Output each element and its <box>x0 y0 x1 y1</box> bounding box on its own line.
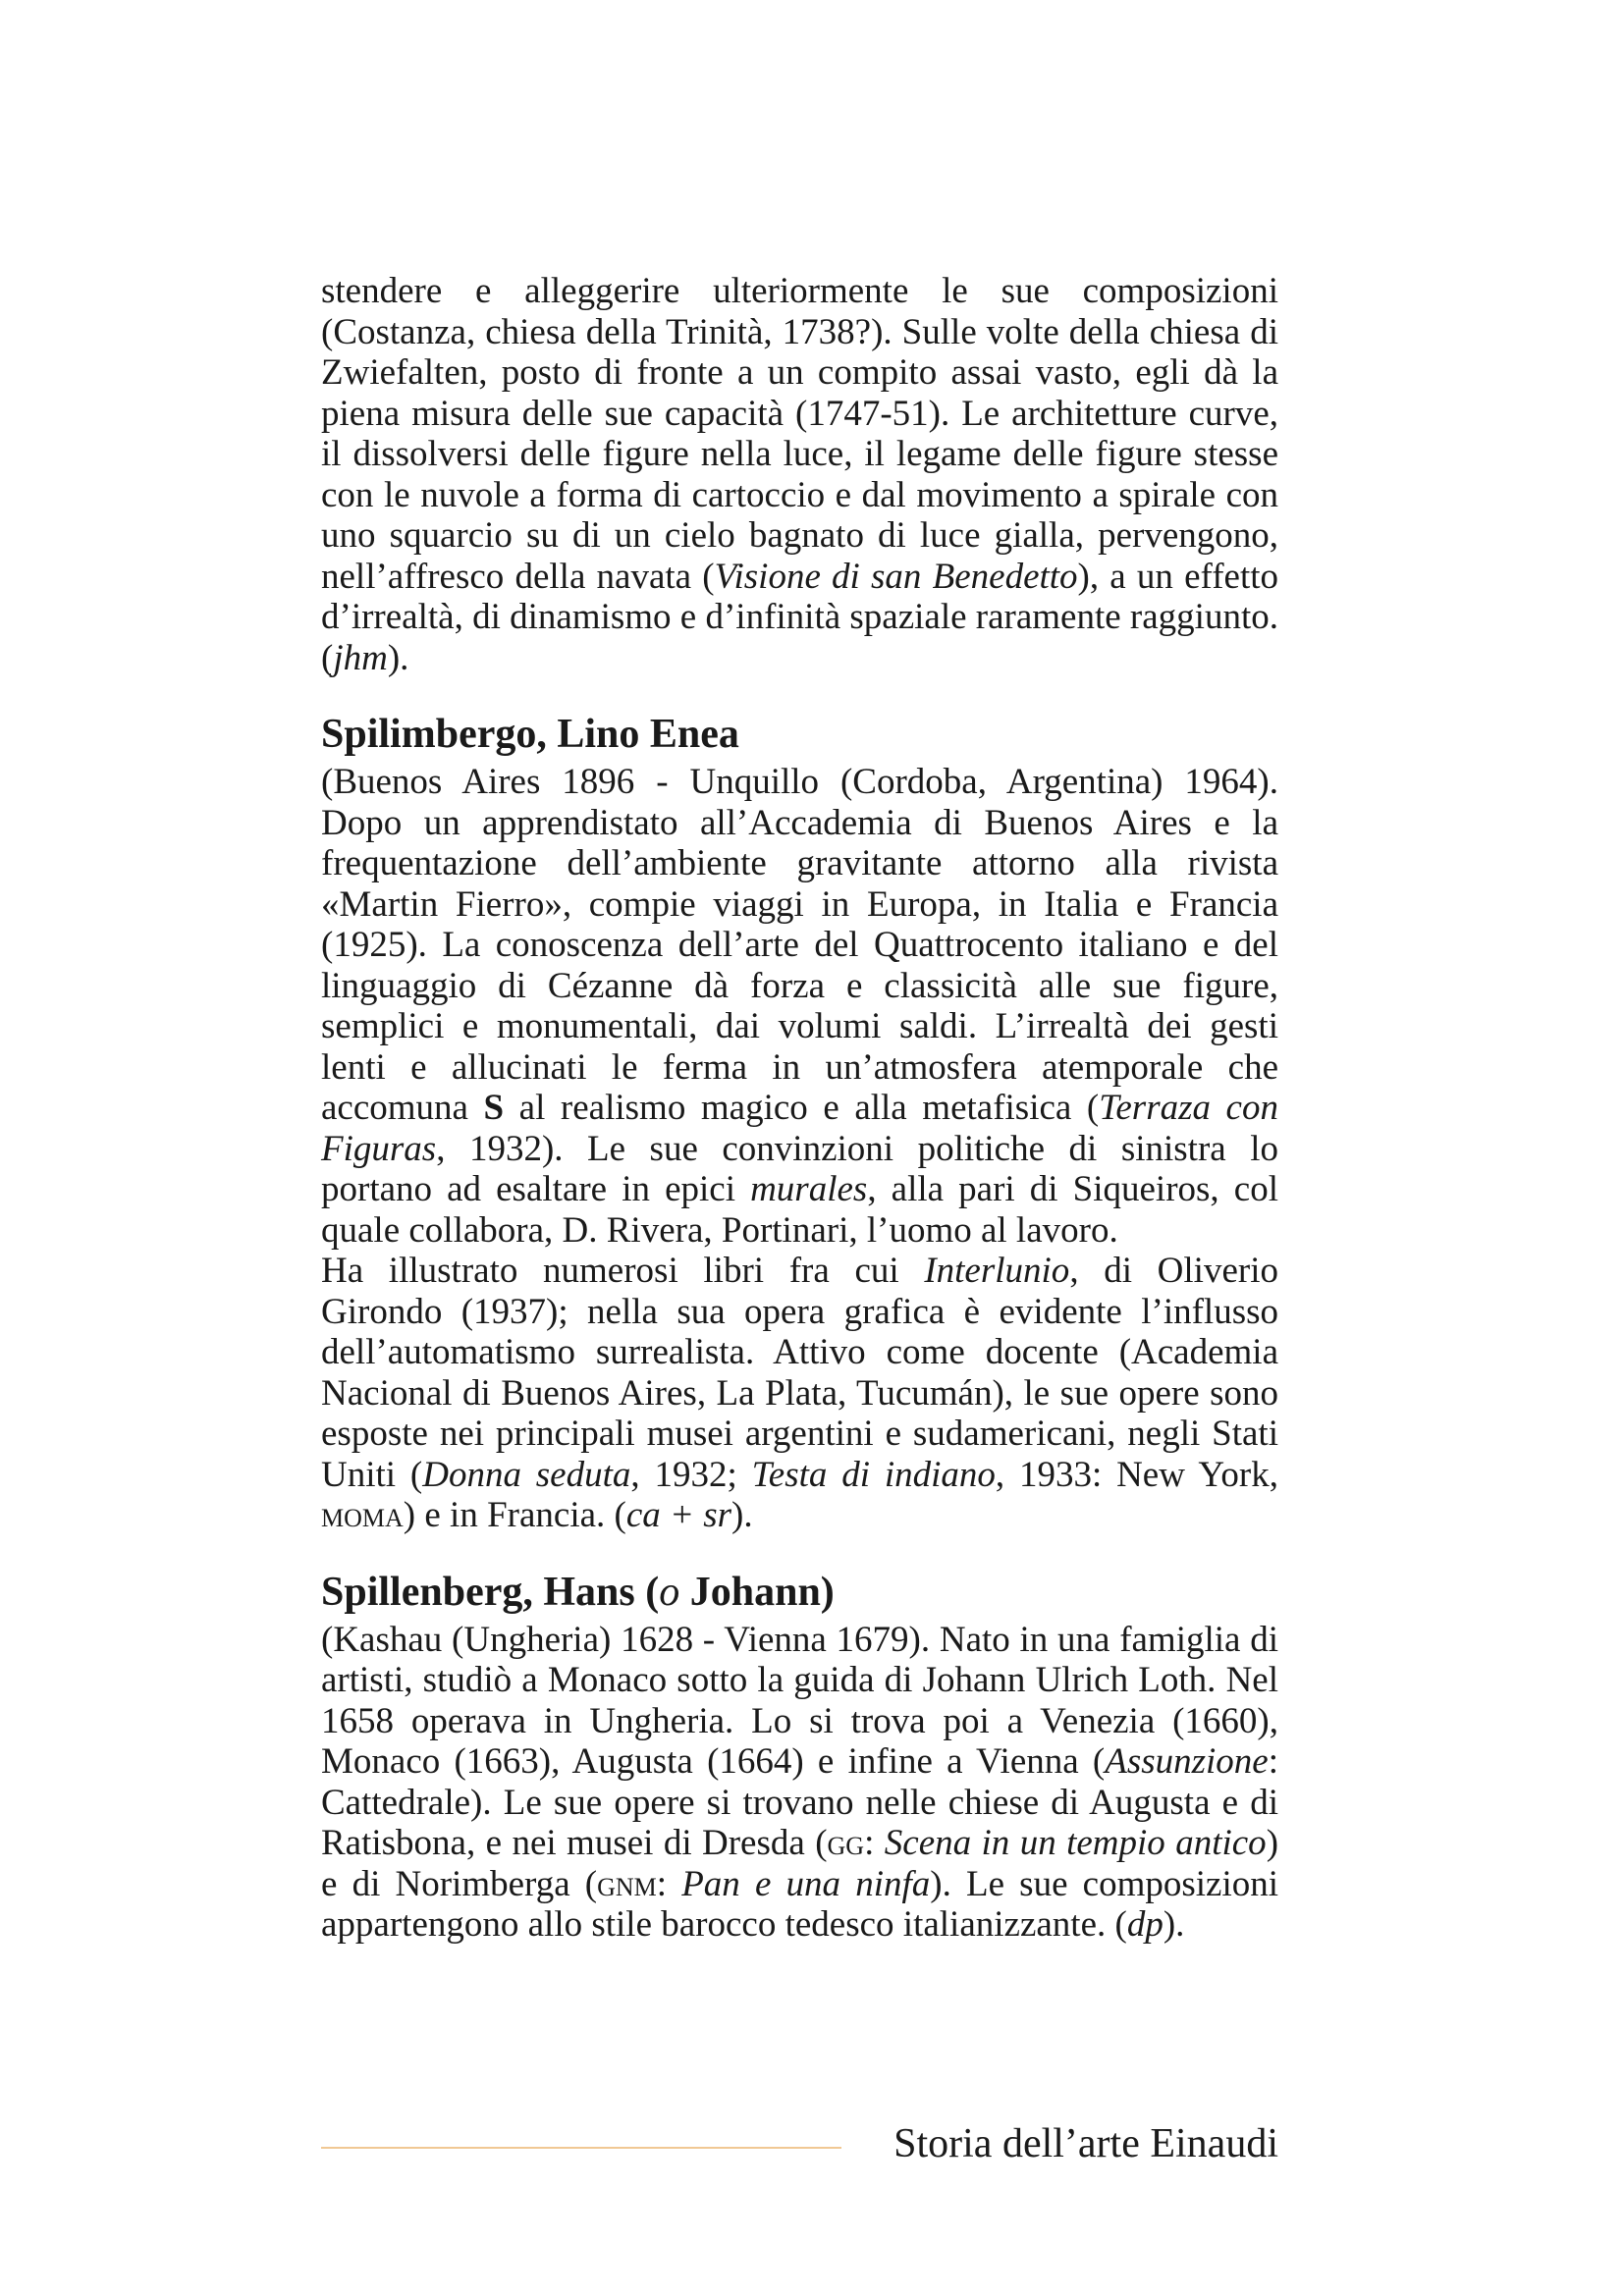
book-title: Interlunio <box>924 1251 1070 1291</box>
entry-spilimbergo-paragraph-2 <box>321 1251 1278 1536</box>
text-run: : Cattedrale). Le sue opere si trovano nelle chiese di Augusta e di Ratisbona, e nei musei di Dresda ( <box>321 1741 1278 1863</box>
text-run: : <box>864 1823 885 1863</box>
museum-abbrev: moma <box>321 1495 404 1535</box>
artwork-title: Terraza con Figuras <box>321 1088 1278 1169</box>
text-run: ) e in Francia. ( <box>403 1495 626 1535</box>
text-run: , alla pari di Siqueiros, col quale collabora, D. Rivera, Portinari, l’uomo al lavoro. <box>321 1169 1278 1251</box>
text-run: ). <box>731 1495 753 1535</box>
artist-abbrev: S <box>483 1088 505 1128</box>
artwork-title: Pan e una ninfa <box>681 1863 931 1904</box>
text-run: ). <box>1163 1904 1185 1945</box>
text-run: , 1933: New York, <box>995 1454 1279 1495</box>
text-run: , 1932; <box>630 1454 752 1495</box>
page-content <box>321 271 1278 1946</box>
entry-spillenberg-paragraph <box>321 1620 1278 1946</box>
footer-rule <box>321 2147 841 2149</box>
text-run: : <box>656 1863 682 1904</box>
museum-abbrev: gg <box>827 1823 865 1863</box>
continuation-paragraph <box>321 271 1278 678</box>
heading-text: Spillenberg, Hans ( <box>321 1569 660 1615</box>
text-run: al realismo magico e alla metafisica ( <box>504 1088 1100 1128</box>
heading-text-italic: o <box>659 1569 680 1615</box>
text-run: ). Le sue composizioni appartengono allo stile barocco tedesco italianizzante. ( <box>321 1863 1279 1945</box>
entry-heading-spilimbergo <box>321 711 1278 758</box>
museum-abbrev: gnm <box>597 1863 657 1904</box>
artwork-title: Visione di san Benedetto <box>714 556 1078 597</box>
italic-term: murales <box>750 1169 868 1209</box>
text-run: ) e di Norimberga ( <box>321 1823 1279 1904</box>
text-run: ), a un effetto d’irrealtà, di dinamismo e d’infinità spaziale raramente raggiunto. ( <box>321 556 1278 678</box>
entry-spilimbergo-paragraph-1 <box>321 762 1278 1251</box>
author-initials: jhm <box>333 637 388 678</box>
text-run: (Kashau (Ungheria) 1628 - Vienna 1679). Nato in una famiglia di artisti, studiò a Monaco sotto la guida di Johann Ulrich Loth. Nel 1658 operava in Ungheria. Lo si trova poi a Venezia (1660), Monaco (1663), Augusta (1664) e infine a Vienna ( <box>321 1619 1278 1782</box>
artwork-title: Assunzione <box>1105 1741 1269 1782</box>
artwork-title: Testa di indiano <box>751 1454 996 1495</box>
text-run: ). <box>387 637 409 678</box>
text-run: , di Oliverio Girondo (1937); nella sua opera grafica è evidente l’influsso dell’automatismo surrealista. Attivo come docente (Academia Nacional di Buenos Aires, La Plata, Tucumán), le sue opere sono esposte nei principali musei argentini e sudamericani, negli Stati Uniti ( <box>321 1251 1278 1495</box>
entry-heading-spillenberg <box>321 1569 1278 1616</box>
author-initials: ca + sr <box>625 1495 732 1535</box>
heading-text: Johann) <box>679 1569 835 1615</box>
author-initials: dp <box>1126 1904 1163 1945</box>
text-run: stendere e alleggerire ulteriormente le sue composizioni (Costanza, chiesa della Trinità, 1738?). Sulle volte della chiesa di Zwiefalten, posto di fronte a un compito assai vasto, egli dà la piena misura delle sue capacità (1747-51). Le architetture curve, il dissolversi delle figure nella luce, il legame delle figure stesse con le nuvole a forma di cartoccio e dal movimento a spirale con uno squarcio su di un cielo bagnato di luce gialla, pervengono, nell’affresco della navata ( <box>321 271 1278 597</box>
artwork-title: Scena in un tempio antico <box>884 1823 1267 1863</box>
heading-text: Spilimbergo, Lino Enea <box>321 712 739 757</box>
text-run: (Buenos Aires 1896 - Unquillo (Cordoba, Argentina) 1964). Dopo un apprendistato all’Accademia di Buenos Aires e la frequentazione dell’ambiente gravitante attorno alla rivista «Martin Fierro», compie viaggi in Europa, in Italia e Francia (1925). La conoscenza dell’arte del Quattrocento italiano e del linguaggio di Cézanne dà forza e classicità alle sue figure, semplici e monumentali, dai volumi saldi. L’irrealtà dei gesti lenti e allucinati le ferma in un’atmosfera atemporale che accomuna <box>321 762 1278 1128</box>
text-run: Ha illustrato numerosi libri fra cui <box>321 1251 925 1291</box>
artwork-title: Donna seduta <box>422 1454 631 1495</box>
text-run: , 1932). Le sue convinzioni politiche di sinistra lo portano ad esaltare in epici <box>321 1128 1278 1209</box>
footer-title: Storia dell’arte Einaudi <box>893 2121 1278 2166</box>
